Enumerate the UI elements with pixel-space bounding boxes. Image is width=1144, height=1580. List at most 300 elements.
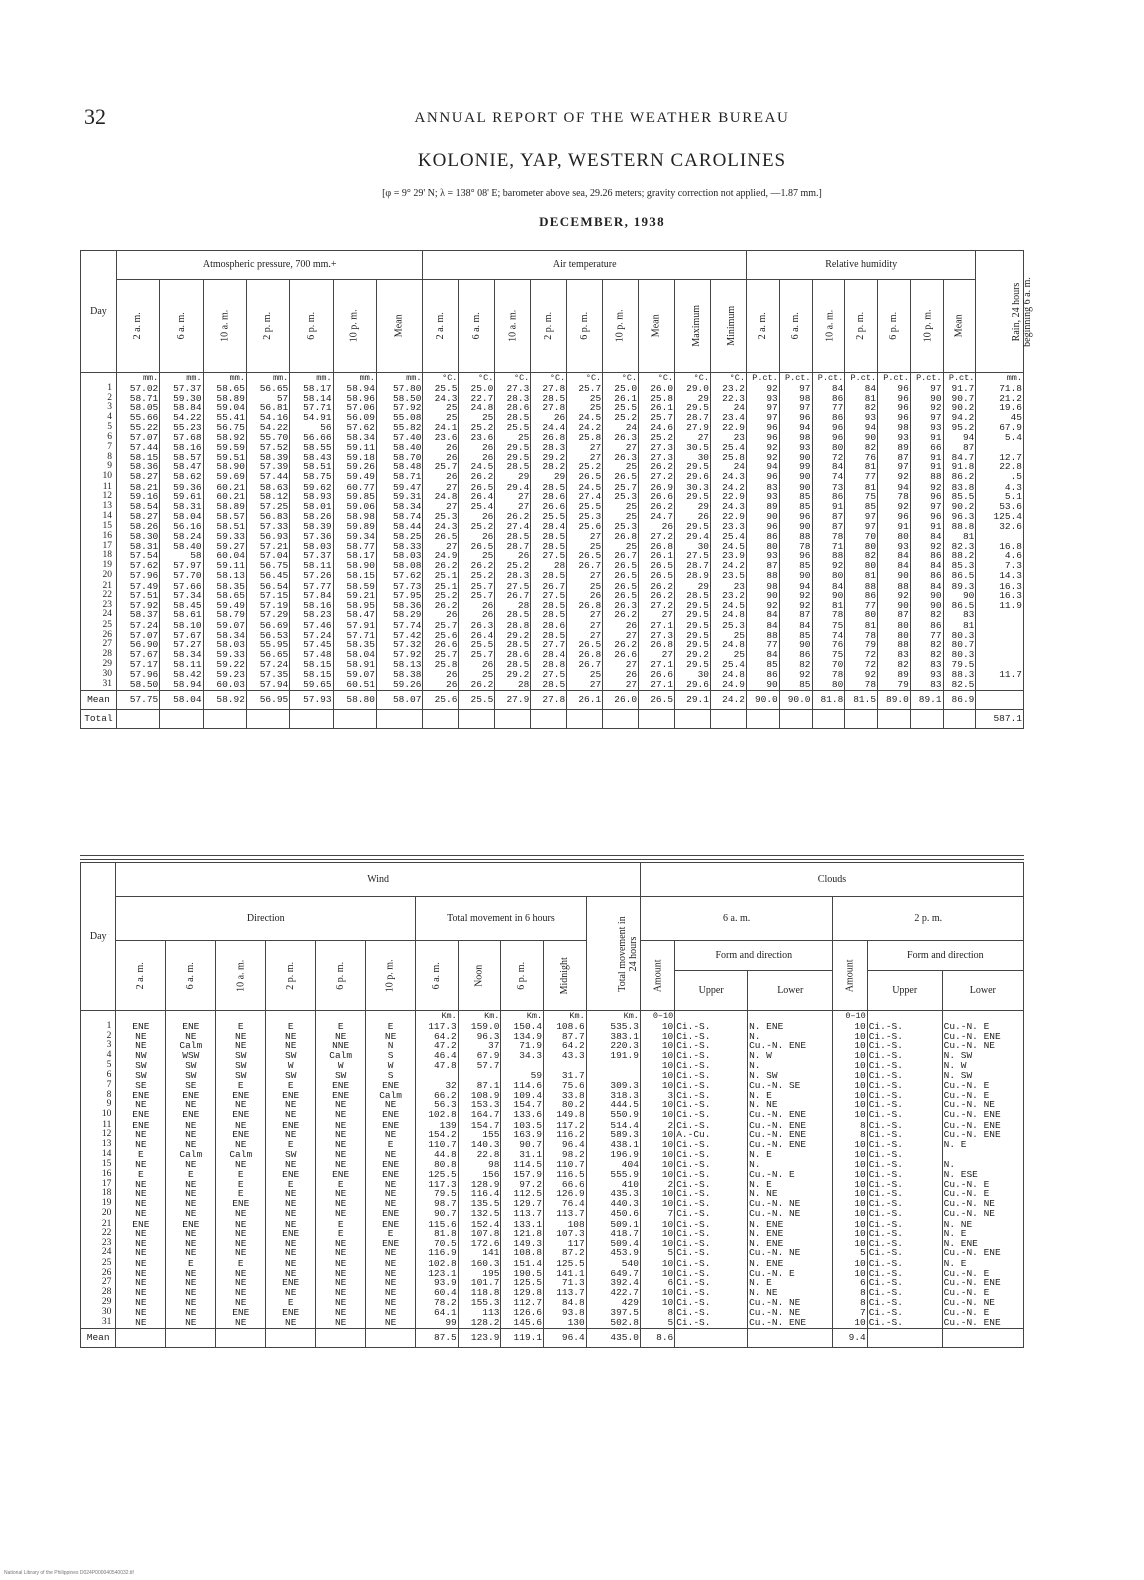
data-cell: 58.26 — [290, 512, 333, 522]
data-cell: 509.1 — [586, 1220, 640, 1230]
data-cell: 10 — [833, 1209, 867, 1220]
data-cell: Cu.-N. E — [942, 1307, 1023, 1318]
unit-cell: °C. — [423, 373, 459, 385]
data-cell: 85.3 — [943, 561, 976, 571]
data-cell: 25.0 — [603, 384, 639, 394]
day-cell: 15 — [81, 521, 117, 532]
data-cell: 58.40 — [160, 542, 203, 552]
data-cell: 26.5 — [603, 591, 639, 601]
data-cell: Cu.-N. E — [942, 1288, 1023, 1298]
data-cell: 5 — [640, 1248, 674, 1258]
data-cell: 25 — [710, 650, 746, 660]
data-cell: E — [166, 1170, 216, 1180]
data-cell: 96 — [779, 512, 812, 522]
day-cell: 28 — [81, 650, 117, 660]
data-cell: NE — [116, 1229, 166, 1239]
data-cell: 128.2 — [458, 1318, 501, 1328]
rain-header: Rain, 24 hours beginning 6 a. m. — [976, 251, 1024, 373]
data-cell: 97 — [910, 413, 943, 423]
data-cell: 98.2 — [544, 1150, 587, 1160]
data-cell: 90 — [910, 394, 943, 404]
data-cell: 82.5 — [943, 680, 976, 690]
data-cell: 26 — [459, 512, 495, 522]
table-row — [81, 1051, 1024, 1061]
data-cell: 130 — [544, 1318, 587, 1328]
data-cell: NE — [116, 1199, 166, 1209]
data-cell: N. ENE — [748, 1229, 833, 1239]
data-cell: 27.2 — [639, 601, 675, 611]
data-cell: 85 — [779, 502, 812, 512]
data-cell: 57.77 — [290, 582, 333, 592]
data-cell: 98 — [746, 582, 779, 592]
data-cell: 25.5 — [459, 640, 495, 650]
data-cell: 28 — [495, 601, 531, 611]
data-cell: 60.04 — [203, 551, 246, 561]
data-cell: 128.9 — [458, 1180, 501, 1190]
data-cell: 27.3 — [495, 384, 531, 394]
data-cell: Cu.-N. E — [942, 1189, 1023, 1199]
data-cell: Ci.-S. — [867, 1239, 942, 1249]
data-cell: 10 — [640, 1041, 674, 1051]
data-cell: 58 — [160, 551, 203, 561]
data-cell: N. E — [748, 1180, 833, 1190]
data-cell: ENE — [216, 1199, 266, 1209]
data-cell: Ci.-S. — [867, 1140, 942, 1150]
data-cell: 113.7 — [544, 1209, 587, 1220]
data-cell: 190.5 — [501, 1269, 544, 1279]
day-cell: 3 — [81, 403, 117, 413]
data-cell: 86 — [845, 591, 878, 601]
data-cell: 23.3 — [710, 521, 746, 532]
data-cell: 392.4 — [586, 1278, 640, 1288]
data-cell: 121.8 — [501, 1229, 544, 1239]
data-cell: 47.2 — [416, 1041, 459, 1051]
total-cell — [845, 709, 878, 728]
data-cell: 58.47 — [333, 610, 376, 620]
data-cell: 85 — [746, 660, 779, 670]
data-cell: Ci.-S. — [675, 1239, 748, 1249]
data-cell: 118.8 — [458, 1288, 501, 1298]
data-cell: 57.62 — [376, 571, 423, 582]
data-cell: 29.5 — [495, 443, 531, 453]
data-cell: 27 — [603, 680, 639, 690]
data-cell: 25.3 — [567, 512, 603, 522]
data-cell: 27.3 — [639, 443, 675, 453]
data-cell: Ci.-S. — [867, 1041, 942, 1051]
data-cell: 28.5 — [675, 591, 711, 601]
data-cell: 26.2 — [423, 601, 459, 611]
day-cell: 20 — [81, 1209, 116, 1220]
data-cell: Calm — [316, 1051, 366, 1061]
data-cell: N. E — [748, 1278, 833, 1288]
data-cell: NE — [316, 1159, 366, 1170]
data-cell: 22.3 — [710, 394, 746, 404]
data-cell: 156 — [458, 1170, 501, 1180]
data-cell: 58.03 — [290, 542, 333, 552]
data-cell: 132.5 — [458, 1209, 501, 1220]
data-cell: Cu.-N. NE — [942, 1199, 1023, 1209]
data-cell: 58.48 — [376, 462, 423, 472]
unit-cell: mm. — [203, 373, 246, 385]
data-cell: 57.04 — [246, 551, 289, 561]
data-cell: 25 — [495, 433, 531, 443]
data-cell: 438.1 — [586, 1140, 640, 1150]
table-row — [81, 610, 1024, 620]
data-cell: Ci.-S. — [675, 1229, 748, 1239]
data-cell: 93 — [878, 433, 911, 443]
data-cell: 58.34 — [203, 631, 246, 641]
data-cell: 30 — [675, 669, 711, 680]
data-cell: NE — [266, 1288, 316, 1298]
data-cell: 90.7 — [501, 1140, 544, 1150]
data-cell: N. E — [748, 1091, 833, 1101]
data-cell — [976, 680, 1024, 690]
data-cell: Cu.-N. E — [942, 1091, 1023, 1101]
data-cell: 79 — [845, 640, 878, 650]
day-cell: 17 — [81, 542, 117, 552]
data-cell: 98 — [878, 422, 911, 433]
data-cell: 126.9 — [544, 1189, 587, 1199]
data-cell: 58.39 — [290, 521, 333, 532]
day-cell: 25 — [81, 1258, 116, 1269]
data-cell: 58.08 — [376, 561, 423, 571]
data-cell: 24.5 — [567, 413, 603, 423]
data-cell: ENE — [266, 1091, 316, 1101]
data-cell: N. SW — [942, 1051, 1023, 1061]
data-cell: 16.8 — [976, 542, 1024, 552]
data-cell: ENE — [366, 1081, 416, 1091]
data-cell: 44.8 — [416, 1150, 459, 1160]
data-cell: 27.5 — [531, 591, 567, 601]
data-cell: 107.8 — [458, 1229, 501, 1239]
data-cell: 84 — [746, 620, 779, 631]
mean-cell: 58.07 — [376, 690, 423, 709]
data-cell: 26 — [459, 443, 495, 453]
data-cell: 29.5 — [675, 492, 711, 502]
data-cell: 86 — [746, 669, 779, 680]
data-cell: 90 — [878, 571, 911, 582]
mean-cell: 86.9 — [943, 690, 976, 709]
data-cell: N. ENE — [748, 1220, 833, 1230]
data-cell: SW — [116, 1071, 166, 1081]
data-cell: 90 — [779, 571, 812, 582]
data-cell: 59.11 — [333, 443, 376, 453]
data-cell: 25.2 — [639, 433, 675, 443]
data-cell: 88 — [910, 472, 943, 483]
data-cell: 58.25 — [376, 532, 423, 542]
data-cell: Cu.-N. ENE — [942, 1278, 1023, 1288]
data-cell: 26.6 — [639, 669, 675, 680]
data-cell: Ci.-S. — [675, 1081, 748, 1091]
data-cell: 97 — [878, 462, 911, 472]
data-cell: NE — [316, 1298, 366, 1308]
data-cell: 27.2 — [639, 472, 675, 483]
data-cell: 453.9 — [586, 1248, 640, 1258]
data-cell: Ci.-S. — [675, 1150, 748, 1160]
data-cell: 2 — [640, 1180, 674, 1190]
data-cell: 26.2 — [459, 680, 495, 690]
data-cell: 26.3 — [459, 620, 495, 631]
unit-cell: P.ct. — [812, 373, 845, 385]
data-cell: 78 — [878, 492, 911, 502]
data-cell: ENE — [366, 1159, 416, 1170]
day-cell: 30 — [81, 669, 117, 680]
data-cell: 26.5 — [423, 532, 459, 542]
day-cell: 21 — [81, 1220, 116, 1230]
data-cell: ENE — [316, 1170, 366, 1180]
data-cell: 26.5 — [603, 582, 639, 592]
data-cell: 83 — [910, 680, 943, 690]
data-cell: NE — [316, 1288, 366, 1298]
data-cell: 25.6 — [567, 521, 603, 532]
data-cell: 59.62 — [290, 483, 333, 493]
data-cell: Cu.-N. ENE — [748, 1110, 833, 1121]
humidity-col-header: Mean — [943, 280, 976, 373]
data-cell: 58.95 — [333, 601, 376, 611]
data-cell: 27 — [495, 502, 531, 512]
data-cell: 26.5 — [639, 561, 675, 571]
data-cell: NE — [366, 1298, 416, 1308]
data-cell: E — [166, 1258, 216, 1269]
data-cell: SW — [266, 1051, 316, 1061]
mean-cell: 27.9 — [495, 690, 531, 709]
temperature-col-header: 10 a. m. — [495, 280, 531, 373]
data-cell: 25 — [567, 582, 603, 592]
data-cell: 26.3 — [603, 601, 639, 611]
data-cell: 26.8 — [639, 542, 675, 552]
data-cell: 58.65 — [203, 384, 246, 394]
data-cell: 58.50 — [116, 680, 159, 690]
data-cell: 57.51 — [116, 591, 159, 601]
data-cell: 24 — [710, 403, 746, 413]
data-cell: 27.5 — [495, 582, 531, 592]
data-cell: NE — [266, 1130, 316, 1140]
data-cell: W — [316, 1060, 366, 1071]
data-cell: E — [216, 1081, 266, 1091]
data-cell: 29.6 — [675, 680, 711, 690]
data-cell: 28.8 — [531, 660, 567, 670]
day-cell: 27 — [81, 1278, 116, 1288]
data-cell: 58.44 — [376, 521, 423, 532]
data-cell: 129.8 — [501, 1288, 544, 1298]
data-cell — [976, 610, 1024, 620]
data-cell: NE — [316, 1140, 366, 1150]
data-cell: 125.5 — [544, 1258, 587, 1269]
data-cell: Ci.-S. — [675, 1307, 748, 1318]
data-cell: ENE — [366, 1121, 416, 1131]
data-cell: 74 — [812, 631, 845, 641]
data-cell: 125.4 — [976, 512, 1024, 522]
data-cell: N. E — [942, 1258, 1023, 1269]
data-cell: S — [366, 1051, 416, 1061]
data-cell: 26.6 — [603, 650, 639, 660]
data-cell: 66.6 — [544, 1180, 587, 1190]
data-cell: 29 — [531, 472, 567, 483]
data-cell: 27.2 — [639, 532, 675, 542]
data-cell: 84 — [812, 384, 845, 394]
data-cell: 24.2 — [710, 483, 746, 493]
data-cell: 86 — [910, 551, 943, 561]
data-cell: Cu.-N. E — [942, 1180, 1023, 1190]
data-cell: 93 — [746, 394, 779, 404]
day-cell: 12 — [81, 492, 117, 502]
data-cell: 108.9 — [458, 1091, 501, 1101]
data-cell: E — [316, 1220, 366, 1230]
data-cell: 25.0 — [459, 384, 495, 394]
data-cell: 58.35 — [333, 640, 376, 650]
data-cell: 27.1 — [639, 620, 675, 631]
data-cell: 24 — [603, 422, 639, 433]
data-cell: 55.82 — [376, 422, 423, 433]
data-cell: 26.8 — [603, 532, 639, 542]
data-cell: Ci.-S. — [675, 1278, 748, 1288]
data-cell: 72 — [812, 453, 845, 463]
data-cell: 25.8 — [710, 453, 746, 463]
data-cell: 25.2 — [495, 561, 531, 571]
day-cell: 6 — [81, 433, 117, 443]
data-cell: 10 — [640, 1269, 674, 1279]
data-cell: ENE — [166, 1022, 216, 1032]
data-cell: 10 — [640, 1081, 674, 1091]
data-cell: 57.73 — [376, 582, 423, 592]
data-cell: 70 — [812, 660, 845, 670]
data-cell: 24.6 — [639, 422, 675, 433]
data-cell: Ci.-S. — [675, 1269, 748, 1279]
pressure-col-header: 2 a. m. — [116, 280, 159, 373]
data-cell: 29.5 — [675, 640, 711, 650]
data-cell: 29 — [675, 502, 711, 512]
data-cell: NE — [116, 1189, 166, 1199]
data-cell: N. SW — [748, 1071, 833, 1081]
data-cell: E — [216, 1180, 266, 1190]
data-cell: NE — [116, 1288, 166, 1298]
data-cell: 110.7 — [544, 1159, 587, 1170]
data-cell: 83 — [910, 660, 943, 670]
data-cell: 27.5 — [675, 551, 711, 561]
data-cell: 58.13 — [376, 660, 423, 670]
data-cell: 23.9 — [710, 551, 746, 561]
data-cell: 54.22 — [160, 413, 203, 423]
data-cell: 97 — [779, 384, 812, 394]
unit-cell: °C. — [531, 373, 567, 385]
data-cell: 92 — [779, 591, 812, 601]
data-cell: 133.6 — [501, 1110, 544, 1121]
data-cell: Ci.-S. — [675, 1258, 748, 1269]
humidity-col-header: 10 p. m. — [910, 280, 943, 373]
data-cell: NE — [366, 1258, 416, 1269]
data-cell: ENE — [166, 1091, 216, 1101]
data-cell: 72 — [845, 650, 878, 660]
data-cell: 10 — [833, 1140, 867, 1150]
data-cell: Ci.-S. — [867, 1220, 942, 1230]
data-cell: 57.71 — [290, 403, 333, 413]
data-cell: 26.4 — [459, 631, 495, 641]
data-cell: ENE — [216, 1091, 266, 1101]
humidity-col-header: 10 a. m. — [812, 280, 845, 373]
data-cell: 70 — [845, 532, 878, 542]
data-cell: 59.16 — [116, 492, 159, 502]
data-cell: Cu.-N. NE — [942, 1209, 1023, 1220]
data-cell: E — [216, 1022, 266, 1032]
data-cell: NE — [166, 1248, 216, 1258]
data-cell: E — [266, 1140, 316, 1150]
data-cell: 29 — [675, 582, 711, 592]
data-cell: Ci.-S. — [867, 1022, 942, 1032]
data-cell: 55.22 — [116, 422, 159, 433]
data-cell: 123.1 — [416, 1269, 459, 1279]
data-cell: Ci.-S. — [675, 1199, 748, 1209]
data-cell: 58.51 — [290, 462, 333, 472]
data-cell: N. E — [942, 1229, 1023, 1239]
data-cell: NE — [166, 1032, 216, 1042]
total-cell — [910, 709, 943, 728]
data-cell: 5.4 — [976, 433, 1024, 443]
data-cell: 220.3 — [586, 1041, 640, 1051]
data-cell: 26.4 — [459, 492, 495, 502]
unit-cell: 0–10 — [640, 1011, 674, 1023]
data-cell: 85 — [779, 492, 812, 502]
data-cell: 8 — [833, 1298, 867, 1308]
data-cell: ENE — [116, 1121, 166, 1131]
data-cell: 59.69 — [203, 472, 246, 483]
data-cell: 77 — [845, 472, 878, 483]
data-cell: N. NE — [748, 1288, 833, 1298]
data-cell: NE — [266, 1159, 316, 1170]
data-cell: 97 — [746, 413, 779, 423]
data-cell: NE — [366, 1150, 416, 1160]
mean-cell — [116, 1328, 166, 1347]
data-cell: Ci.-S. — [867, 1307, 942, 1318]
data-cell: 80.8 — [416, 1159, 459, 1170]
data-cell: NE — [266, 1239, 316, 1249]
data-cell: 25.7 — [459, 591, 495, 601]
pressure-col-header: 10 a. m. — [203, 280, 246, 373]
data-cell: 90.2 — [943, 502, 976, 512]
data-cell: 57.36 — [290, 532, 333, 542]
data-cell: 26 — [675, 512, 711, 522]
data-cell: Ci.-S. — [675, 1022, 748, 1032]
data-cell: NE — [116, 1248, 166, 1258]
data-cell: 25.7 — [423, 620, 459, 631]
data-cell: 22.8 — [976, 462, 1024, 472]
data-cell: 57 — [246, 394, 289, 404]
data-cell: 96 — [878, 512, 911, 522]
data-cell: 92 — [779, 669, 812, 680]
data-cell: SE — [116, 1081, 166, 1091]
data-cell: 59.47 — [376, 483, 423, 493]
data-cell: 25.5 — [603, 403, 639, 413]
day-cell: 23 — [81, 1239, 116, 1249]
data-cell: 25.7 — [459, 650, 495, 660]
data-cell: NE — [316, 1150, 366, 1160]
data-cell: 145.6 — [501, 1318, 544, 1328]
data-cell: 96 — [746, 472, 779, 483]
data-cell: 27 — [423, 483, 459, 493]
day-cell: 16 — [81, 1170, 116, 1180]
data-cell: 159.0 — [458, 1022, 501, 1032]
data-cell: NE — [166, 1180, 216, 1190]
data-cell: 46.4 — [416, 1051, 459, 1061]
data-cell: 53.6 — [976, 502, 1024, 512]
data-cell: 27 — [567, 680, 603, 690]
data-cell: 96.3 — [458, 1032, 501, 1042]
data-cell: 155.3 — [458, 1298, 501, 1308]
data-cell: 57.7 — [458, 1060, 501, 1071]
data-cell: 10 — [640, 1071, 674, 1081]
data-cell: NE — [366, 1278, 416, 1288]
data-cell: E — [266, 1180, 316, 1190]
data-cell: 152.4 — [458, 1220, 501, 1230]
